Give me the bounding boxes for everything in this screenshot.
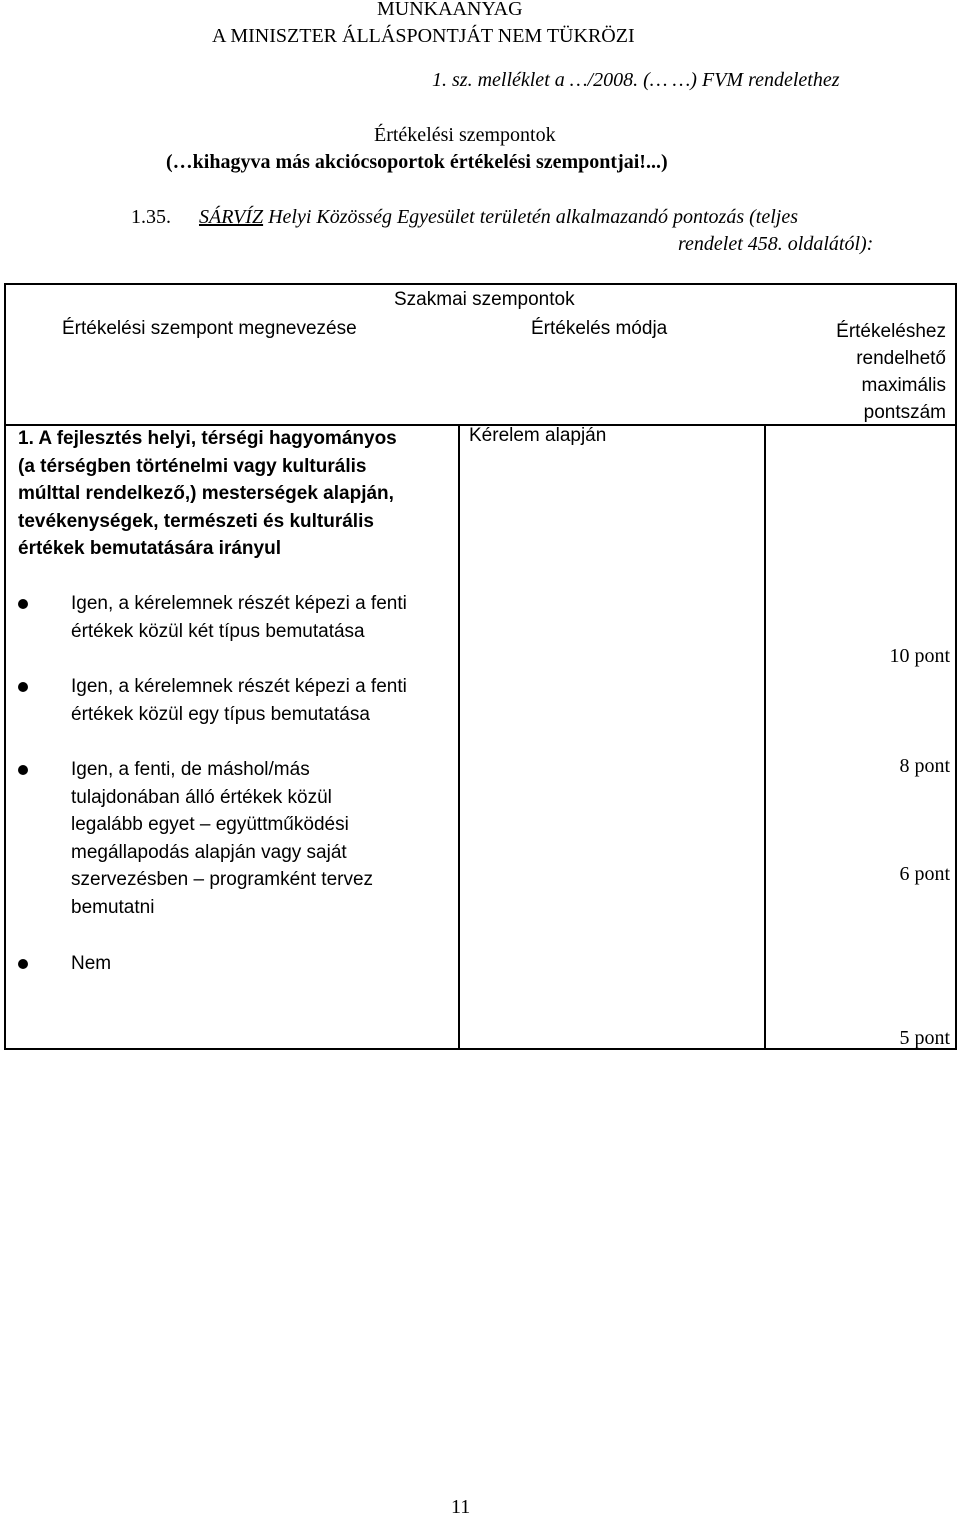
criterion-line: 1. A fejlesztés helyi, térségi hagyományos bbox=[18, 428, 397, 449]
option-line: értékek közül két típus bemutatása bbox=[71, 620, 365, 642]
max-points-line: rendelhető bbox=[856, 348, 946, 369]
points-value: 10 pont bbox=[889, 645, 950, 667]
option-1 bbox=[71, 590, 407, 645]
points-value: 5 pont bbox=[899, 1027, 950, 1049]
table-column-divider-2 bbox=[764, 425, 766, 1050]
evaluation-method: Kérelem alapján bbox=[469, 425, 607, 446]
max-points-line: maximális bbox=[861, 375, 946, 396]
column-header-method: Értékelés módja bbox=[531, 318, 668, 339]
section-title-line1 bbox=[199, 206, 798, 229]
bullet-icon bbox=[18, 959, 28, 969]
max-points-line: Értékeléshez bbox=[836, 321, 946, 342]
bullet-icon bbox=[18, 682, 28, 692]
table-column-divider-1 bbox=[458, 425, 460, 1050]
section-title-underlined: SÁRVÍZ bbox=[199, 206, 264, 228]
option-line: Igen, a kérelemnek részét képezi a fenti bbox=[71, 593, 407, 614]
section-title-rest: Helyi Közösség Egyesület területén alkalmazandó pontozás (teljes bbox=[263, 206, 798, 228]
criterion-line: múlttal rendelkező,) mesterségek alapján, bbox=[18, 483, 394, 504]
bullet-icon bbox=[18, 599, 28, 609]
points-value: 8 pont bbox=[899, 755, 950, 777]
option-line: bemutatni bbox=[71, 896, 155, 918]
option-line: Nem bbox=[71, 953, 112, 974]
option-3 bbox=[71, 756, 373, 921]
option-line: tulajdonában álló értékek közül bbox=[71, 786, 332, 808]
criterion-line: tevékenységek, természeti és kulturális bbox=[18, 510, 374, 532]
criterion-line: (a térségben történelmi vagy kulturális bbox=[18, 455, 367, 477]
option-line: értékek közül egy típus bemutatása bbox=[71, 703, 370, 725]
option-line: szervezésben – programként tervez bbox=[71, 869, 374, 890]
column-header-max-points bbox=[780, 318, 946, 426]
section-title-line2: rendelet 458. oldalától): bbox=[678, 233, 874, 255]
table-caption: Szakmai szempontok bbox=[394, 289, 575, 310]
bullet-icon bbox=[18, 765, 28, 775]
disclaimer-label: A MINISZTER ÁLLÁSPONTJÁT NEM TÜKRÖZI bbox=[212, 25, 635, 47]
option-line: megállapodás alapján vagy saját bbox=[71, 841, 347, 863]
option-line: legalább egyet – együttműködési bbox=[71, 814, 349, 835]
annex-reference: 1. sz. melléklet a …/2008. (… …) FVM rendelethez bbox=[432, 69, 840, 91]
column-header-criterion: Értékelési szempont megnevezése bbox=[62, 318, 357, 339]
criterion-description bbox=[18, 425, 397, 563]
document-subtitle: (…kihagyva más akciócsoportok értékelési szempontjai!...) bbox=[166, 151, 668, 173]
draft-label: MUNKAANYAG bbox=[377, 0, 523, 20]
option-2 bbox=[71, 673, 407, 728]
option-line: Igen, a fenti, de máshol/más bbox=[71, 759, 310, 780]
document-title: Értékelési szempontok bbox=[374, 124, 556, 146]
section-number: 1.35. bbox=[131, 206, 171, 228]
page-number: 11 bbox=[451, 1496, 471, 1518]
points-value: 6 pont bbox=[899, 863, 950, 885]
max-points-line: pontszám bbox=[863, 402, 946, 423]
criterion-line: értékek bemutatására irányul bbox=[18, 538, 281, 559]
option-4 bbox=[71, 950, 111, 978]
option-line: Igen, a kérelemnek részét képezi a fenti bbox=[71, 676, 407, 697]
